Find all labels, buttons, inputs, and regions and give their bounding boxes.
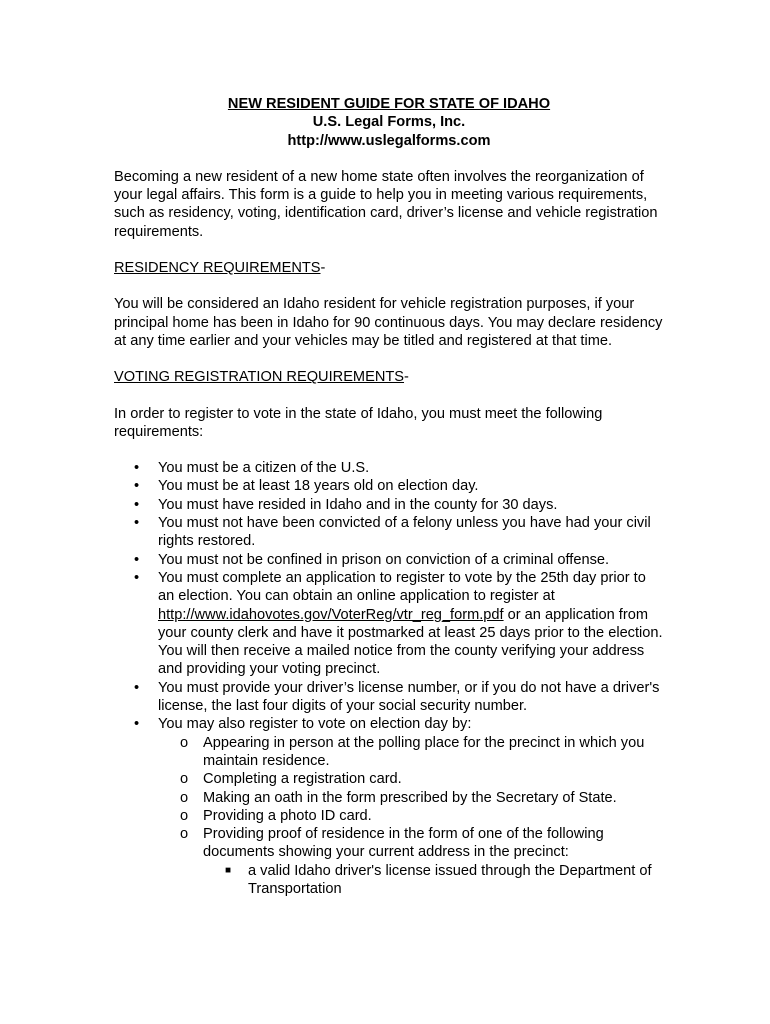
voting-heading	[114, 368, 664, 386]
square-bullet-icon: ■	[225, 864, 232, 876]
document-body	[114, 95, 664, 898]
sub-list-item	[158, 789, 664, 807]
list-item	[114, 679, 664, 716]
bullet-icon: •	[134, 515, 140, 532]
bullet-icon: •	[134, 496, 140, 513]
sub-list-item-text: Appearing in person at the polling place for the precinct in which you maintain residence.	[203, 734, 645, 769]
sub-sub-list-item-text: a valid Idaho driver's license issued through the Department of Transportation	[248, 862, 652, 897]
bullet-icon: •	[134, 460, 140, 477]
residency-heading-text: RESIDENCY REQUIREMENTS	[114, 260, 321, 277]
sub-list-item-text: Providing a photo ID card.	[203, 807, 372, 824]
list-item-application	[114, 569, 664, 679]
company-url: http://www.uslegalforms.com	[287, 132, 491, 149]
sub-sub-list-item	[203, 862, 664, 899]
sub-list-item	[158, 807, 664, 825]
circle-bullet-icon: o	[180, 734, 189, 751]
bullet-icon: •	[134, 679, 140, 696]
election-day-options	[158, 734, 664, 899]
circle-bullet-icon: o	[180, 826, 189, 843]
list-item-text: You must not be confined in prison on conviction of a criminal offense.	[158, 551, 610, 568]
list-item-text: You must provide your driver’s license number, or if you do not have a driver's license, the last four digits of your social security number.	[158, 679, 660, 715]
application-text-before: You must complete an application to register to vote by the 25th day prior to an election. You can obtain an online application to register at	[158, 569, 646, 605]
list-item-text: You must not have been convicted of a felony unless you have had your civil rights restored.	[158, 515, 651, 550]
circle-bullet-icon: o	[180, 807, 189, 824]
sub-list-item-text: Providing proof of residence in the form of one of the following documents showing your current address in the precinct:	[203, 826, 604, 861]
sub-list-item	[158, 825, 664, 898]
list-item-text: You may also register to vote on election day by:	[158, 716, 472, 733]
list-item-text: You must be at least 18 years old on election day.	[158, 478, 479, 495]
list-item	[114, 459, 664, 477]
document-title: NEW RESIDENT GUIDE FOR STATE OF IDAHO	[227, 96, 551, 112]
company-name: U.S. Legal Forms, Inc.	[312, 114, 466, 131]
sub-list-item	[158, 770, 664, 788]
intro-paragraph: Becoming a new resident of a new home state often involves the reorganization of your legal affairs. This form is a guide to help you in meeting various requirements, such as residency, voting, identification card, driver’s license and vehicle registration requirements.	[114, 168, 658, 240]
bullet-icon: •	[134, 478, 140, 495]
sub-list-item	[158, 734, 664, 771]
residence-documents-list	[203, 862, 664, 899]
list-item	[114, 551, 664, 569]
circle-bullet-icon: o	[180, 771, 189, 788]
bullet-icon: •	[134, 551, 140, 568]
list-item	[114, 477, 664, 495]
application-text-after: or an application from your county clerk and have it postmarked at least 25 days prior to the election. You will then receive a mailed notice from the county verifying your address and providing your voting precinct.	[158, 606, 663, 678]
circle-bullet-icon: o	[180, 789, 189, 806]
list-item	[114, 496, 664, 514]
list-item-text: You must be a citizen of the U.S.	[158, 460, 370, 477]
bullet-icon: •	[134, 569, 140, 586]
voting-heading-text: VOTING REGISTRATION REQUIREMENTS	[114, 369, 405, 386]
document-header	[114, 95, 664, 150]
residency-paragraph: You will be considered an Idaho resident for vehicle registration purposes, if your principal home has been in Idaho for 90 continuous days. You may declare residency at any time earlier and your vehicles may be titled and registered at that time.	[114, 296, 663, 349]
list-item-election-day	[114, 715, 664, 898]
sub-list-item-text: Making an oath in the form prescribed by the Secretary of State.	[203, 789, 617, 806]
residency-heading-suffix: -	[320, 260, 326, 277]
voting-heading-suffix: -	[404, 369, 409, 386]
voting-requirements-list	[114, 459, 664, 898]
sub-list-item-text: Completing a registration card.	[203, 771, 402, 788]
list-item-text: You must have resided in Idaho and in the county for 30 days.	[158, 496, 558, 513]
bullet-icon: •	[134, 716, 140, 733]
residency-heading	[114, 259, 664, 277]
list-item	[114, 514, 664, 551]
voter-registration-form-link[interactable]: http://www.idahovotes.gov/VoterReg/vtr_reg_form.pdf	[158, 606, 504, 623]
voting-paragraph: In order to register to vote in the state of Idaho, you must meet the following requirements:	[114, 405, 603, 440]
